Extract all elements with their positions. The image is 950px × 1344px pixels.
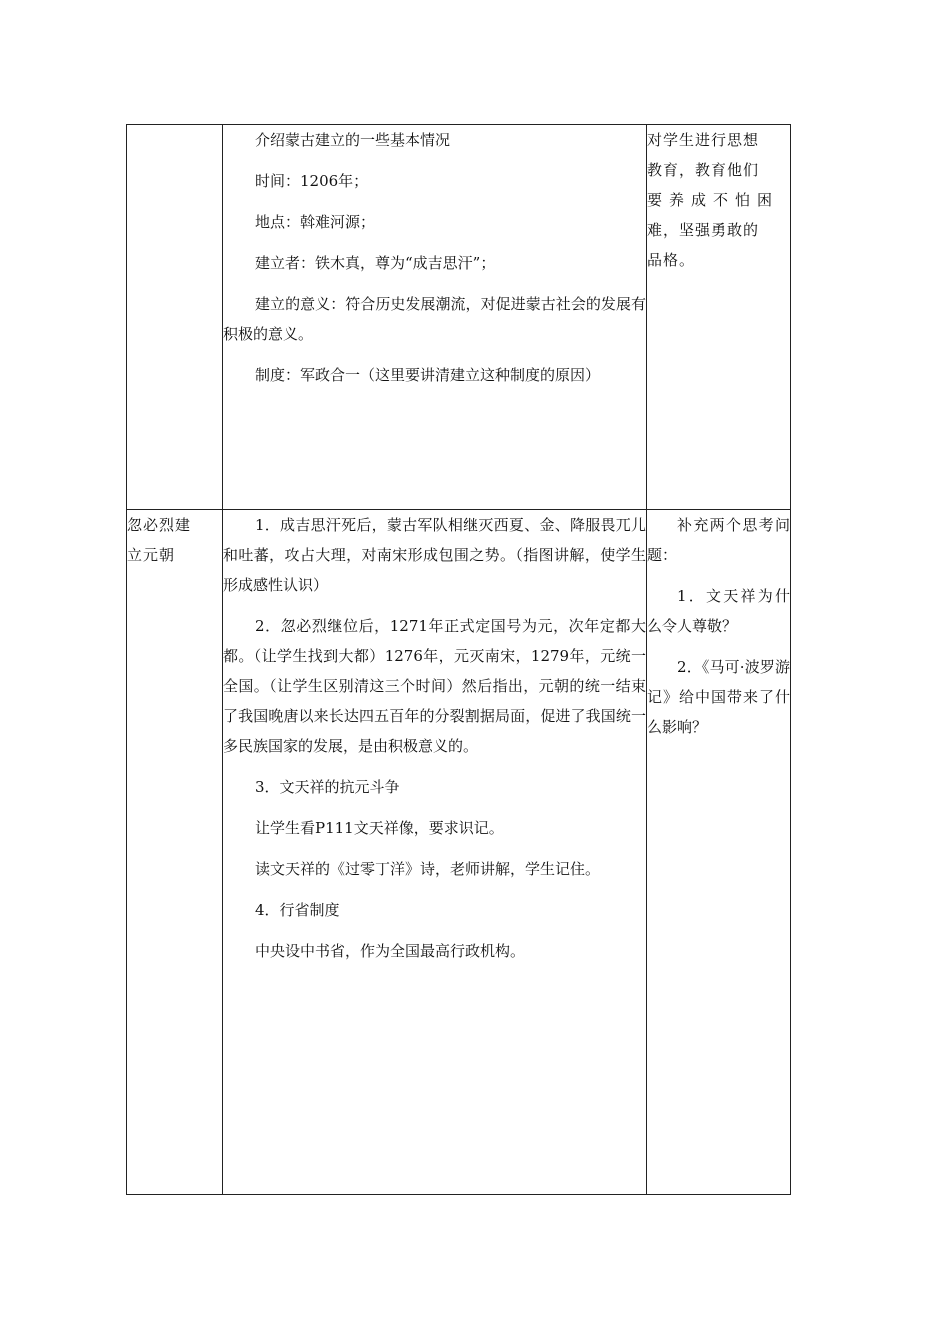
topic-line: 立元朝 (127, 546, 176, 564)
content-paragraph: 建立者：铁木真，尊为“成吉思汗”； (255, 254, 496, 272)
note-line: 品格。 (647, 251, 696, 269)
note-line: 要养成不怕困 (647, 191, 780, 209)
lesson-plan-table (126, 124, 791, 1195)
topic-line: 忽必烈建 (127, 516, 192, 534)
topic-cell-kublai-yuan (127, 510, 223, 1195)
note-line: 难，坚强勇敢的 (647, 221, 760, 239)
note-paragraph: 2．《马可·波罗游记》给中国带来了什么影响？ (647, 658, 790, 736)
content-paragraph: 时间：1206年； (255, 172, 369, 190)
content-paragraph: 地点：斡难河源； (255, 213, 376, 231)
table-row (127, 125, 791, 510)
content-paragraph: 中央设中书省，作为全国最高行政机构。 (255, 942, 526, 960)
notes-cell-discussion-questions (647, 510, 791, 1195)
note-line: 对学生进行思想 (647, 131, 760, 149)
content-paragraph: 2．忽必烈继位后，1271年正式定国号为元，次年定都大都。（让学生找到大都）1276年，元灭南宋，1279年，元统一全国。（让学生区别清这三个时间）然后指出，元朝的统一结束了我国晚唐以来长达四五百年的分裂割据局面，促进了我国统一多民族国家的发展，是由积极意义的。 (223, 617, 646, 755)
note-paragraph: 补充两个思考问题： (647, 516, 790, 564)
table-row (127, 510, 791, 1195)
notes-cell-moral-education (647, 125, 791, 510)
content-cell-mongol-founding (223, 125, 647, 510)
note-line: 教育，教育他们 (647, 161, 760, 179)
note-paragraph: 1．文天祥为什么令人尊敬？ (647, 587, 790, 635)
content-paragraph: 建立的意义：符合历史发展潮流，对促进蒙古社会的发展有积极的意义。 (223, 295, 646, 343)
content-paragraph: 读文天祥的《过零丁洋》诗，老师讲解，学生记住。 (255, 860, 601, 878)
content-cell-yuan-dynasty (223, 510, 647, 1195)
content-paragraph: 制度：军政合一（这里要讲清建立这种制度的原因） (255, 366, 601, 384)
topic-cell-empty (127, 125, 223, 510)
content-paragraph: 3．文天祥的抗元斗争 (255, 778, 400, 796)
content-paragraph: 4．行省制度 (255, 901, 340, 919)
content-paragraph: 1．成吉思汗死后，蒙古军队相继灭西夏、金、降服畏兀儿和吐蕃，攻占大理，对南宋形成包围之势。（指图讲解，使学生形成感性认识） (223, 516, 646, 594)
content-paragraph: 介绍蒙古建立的一些基本情况 (255, 131, 451, 149)
content-paragraph: 让学生看P111文天祥像，要求识记。 (255, 819, 504, 837)
